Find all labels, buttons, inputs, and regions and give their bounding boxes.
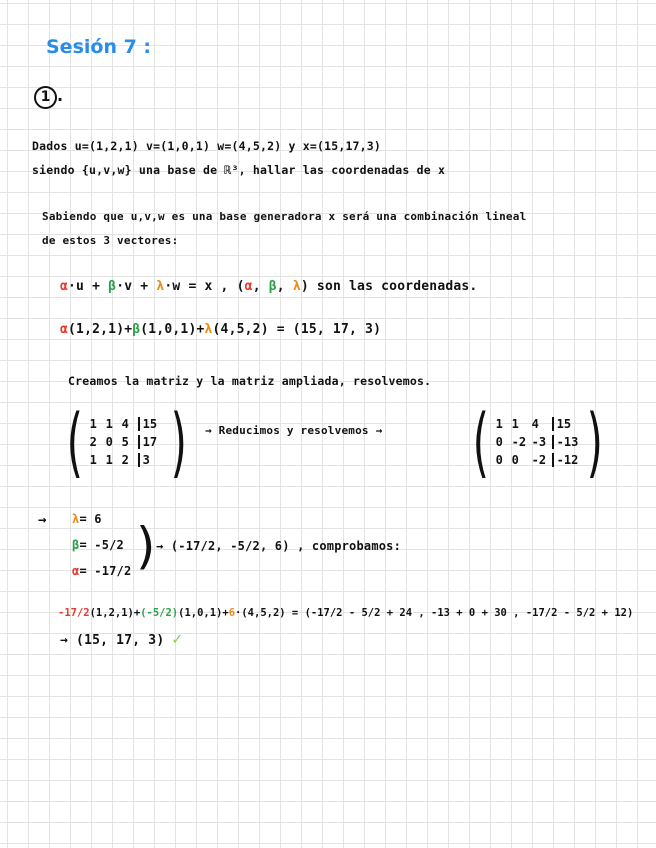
alpha-coefficient: -17/2 [58,607,90,619]
problem-number [34,86,63,109]
explanation-line-1: Sabiendo que u,v,w es una base generadora x será una combinación lineal [42,210,527,223]
matrix-cell: 2 [121,453,129,467]
augmented-matrix-right [466,397,609,486]
matrix-cell: -2 [531,453,547,467]
statement-line-2: siendo {u,v,w} una base de ℝ³, hallar las coordenadas de x [32,163,446,177]
matrix-cell: 1 [89,417,97,431]
linear-combination-equation [60,279,477,294]
right-paren: ) [170,397,187,486]
lambda-symbol: λ [204,322,213,337]
matrix-cell: 3 [138,453,164,467]
solution-result: → (-17/2, -5/2, 6) , comprobamos: [156,539,402,553]
matrix-cell: -12 [552,453,580,467]
coord-alpha-symbol: α [244,279,253,294]
matrix-cell: -13 [552,435,580,449]
eq2-part-3: (4,5,2) = (15, 17, 3) [212,322,382,337]
beta-symbol: β [72,538,80,552]
beta-symbol: β [132,322,141,337]
matrix-cell: 2 [89,435,97,449]
eq1-part-4: ) son las coordenadas. [300,279,478,294]
matrix-cell: -3 [531,435,547,449]
matrix-cell: 1 [89,453,97,467]
matrix-cell: 17 [138,435,164,449]
matrix-cell: 15 [138,417,164,431]
statement-line-1: Dados u=(1,2,1) v=(1,0,1) w=(4,5,2) y x=(15,17,3) [32,139,382,153]
matrix-intro: Creamos la matriz y la matriz ampliada, resolvemos. [68,374,432,388]
matrix-cell: 5 [121,435,129,449]
eq1-separator-2: , [276,279,293,294]
left-paren: ( [472,397,489,486]
page-title: Sesión 7 : [46,36,152,58]
augmented-matrix-left [60,397,193,486]
lambda-symbol: λ [156,279,165,294]
eq1-part-3: ·w = x , ( [164,279,245,294]
lambda-value: = 6 [79,512,102,526]
verification-line-1 [58,607,633,619]
solution-arrow: → [38,512,47,528]
alpha-symbol: α [60,279,69,294]
beta-coefficient: (-5/2) [140,607,179,619]
eq1-part-1: ·u + [68,279,109,294]
check-part-2: (1,0,1)+ [178,607,229,619]
alpha-symbol: α [72,564,80,578]
coord-beta-symbol: β [268,279,277,294]
right-paren: ) [586,397,603,486]
beta-symbol: β [108,279,117,294]
verification-line-2 [60,629,182,648]
matrix-cell: 0 [105,435,113,449]
checkmark-icon: ✓ [172,629,183,648]
matrix-cell: 15 [552,417,580,431]
explanation-line-2: de estos 3 vectores: [42,234,179,247]
matrix-cell: 0 [511,453,519,467]
verification-result: → (15, 17, 3) [60,633,165,648]
coord-lambda-symbol: λ [292,279,301,294]
check-part-1: (1,2,1)+ [89,607,141,619]
matrix-cell: 1 [511,417,519,431]
solution-brace: ) [136,517,156,575]
matrix-cell: 4 [121,417,129,431]
problem-number-dot: . [57,86,64,105]
matrix-cell: 1 [105,453,113,467]
eq2-part-2: (1,0,1)+ [140,322,205,337]
matrix-cell: 1 [495,417,503,431]
substituted-equation [60,322,381,337]
alpha-solution [72,564,131,578]
lambda-solution [72,512,102,526]
eq1-part-2: ·v + [116,279,157,294]
eq2-part-1: (1,2,1)+ [68,322,133,337]
lambda-coefficient: 6 [228,607,236,619]
alpha-symbol: α [60,322,69,337]
matrix-cell: 0 [495,435,503,449]
matrix-right-grid [496,417,580,467]
lambda-symbol: λ [72,512,80,526]
eq1-separator-1: , [252,279,269,294]
matrix-cell: -2 [511,435,527,449]
left-paren: ( [66,397,83,486]
matrix-left-grid [90,417,164,467]
reduce-arrow-text: → Reducimos y resolvemos → [205,424,383,437]
matrix-cell: 4 [531,417,539,431]
beta-value: = -5/2 [79,538,124,552]
problem-number-circle: 1 [34,86,57,109]
matrix-cell: 1 [105,417,113,431]
matrix-cell: 0 [495,453,503,467]
check-part-3: ·(4,5,2) = (-17/2 - 5/2 + 24 , -13 + 0 + 30 , -17/2 - 5/2 + 12) [235,607,634,619]
beta-solution [72,538,124,552]
alpha-value: = -17/2 [79,564,132,578]
